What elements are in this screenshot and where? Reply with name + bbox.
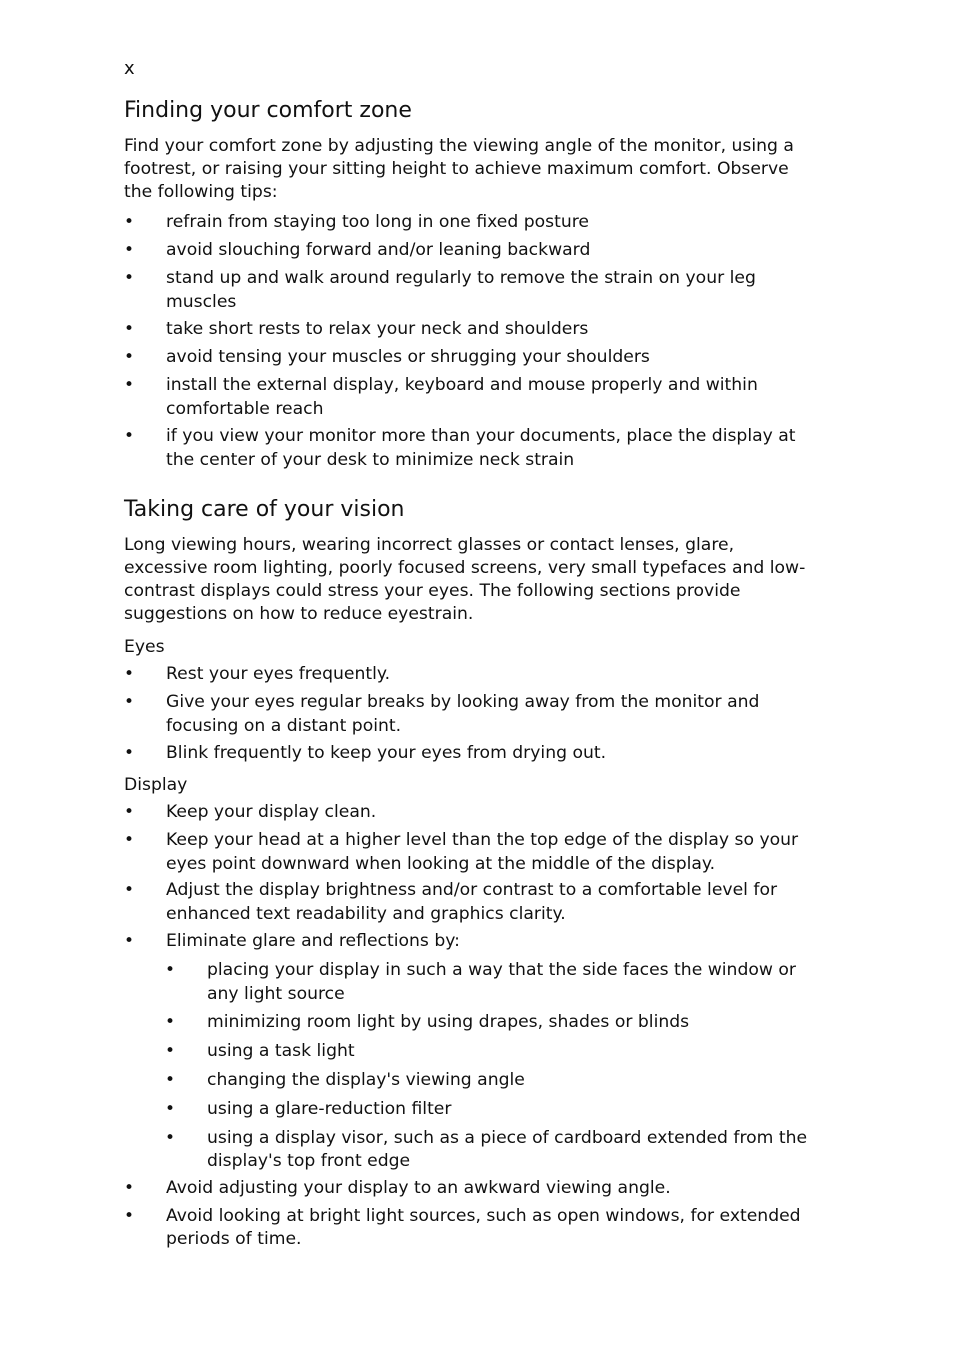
comfort-zone-section — [124, 97, 814, 204]
vision-intro: Long viewing hours, wearing incorrect glasses or contact lenses, glare, excessive room lighting, poorly focused screens, very small typefaces and low-contrast displays could stress your eyes. The following sections provide suggestions on how to reduce eyestrain. — [124, 535, 806, 624]
list-item: • Adjust the display brightness and/or contrast to a comfortable level for enhanced text readability and graphics clarity. — [124, 879, 814, 926]
list-item: • using a glare-reduction filter — [165, 1098, 814, 1122]
list-item: • Blink frequently to keep your eyes from drying out. — [124, 742, 814, 766]
comfort-tips-list — [124, 211, 814, 472]
vision-section — [124, 496, 814, 626]
list-item: • Avoid adjusting your display to an awkward viewing angle. — [124, 1177, 814, 1201]
page-number: x — [124, 58, 135, 79]
list-item: • placing your display in such a way that the side faces the window or any light source — [165, 959, 814, 1006]
comfort-zone-intro: Find your comfort zone by adjusting the viewing angle of the monitor, using a footrest, or raising your sitting height to achieve maximum comfort. Observe the following tips: — [124, 136, 794, 202]
comfort-zone-heading: Finding your comfort zone — [124, 98, 412, 123]
display-subheading: Display — [124, 775, 188, 795]
list-item: • stand up and walk around regularly to remove the strain on your leg muscles — [124, 267, 814, 314]
list-item: • using a task light — [165, 1040, 814, 1064]
list-item: • if you view your monitor more than your documents, place the display at the center of your desk to minimize neck strain — [124, 425, 814, 472]
list-item: • Rest your eyes frequently. — [124, 663, 814, 687]
list-item: • Avoid looking at bright light sources, such as open windows, for extended periods of time. — [124, 1205, 814, 1252]
list-item: • install the external display, keyboard and mouse properly and within comfortable reach — [124, 374, 814, 421]
list-item: • Keep your head at a higher level than the top edge of the display so your eyes point downward when looking at the middle of the display. — [124, 829, 814, 876]
eyes-list — [124, 663, 814, 766]
display-list — [124, 801, 814, 954]
vision-heading: Taking care of your vision — [124, 497, 405, 522]
list-item: • take short rests to relax your neck and shoulders — [124, 318, 814, 342]
list-item: • avoid slouching forward and/or leaning backward — [124, 239, 814, 263]
list-item: • changing the display's viewing angle — [165, 1069, 814, 1093]
list-item: • using a display visor, such as a piece of cardboard extended from the display's top front edge — [165, 1127, 814, 1174]
glare-sublist — [124, 959, 814, 1174]
list-item: • Keep your display clean. — [124, 801, 814, 825]
list-item: • avoid tensing your muscles or shrugging your shoulders — [124, 346, 814, 370]
display-final-list — [124, 1177, 814, 1252]
list-item: • Eliminate glare and reflections by: — [124, 930, 814, 954]
list-item: • minimizing room light by using drapes, shades or blinds — [165, 1011, 814, 1035]
list-item: • Give your eyes regular breaks by looking away from the monitor and focusing on a distant point. — [124, 691, 814, 738]
eyes-subheading: Eyes — [124, 637, 165, 657]
list-item: • refrain from staying too long in one fixed posture — [124, 211, 814, 235]
